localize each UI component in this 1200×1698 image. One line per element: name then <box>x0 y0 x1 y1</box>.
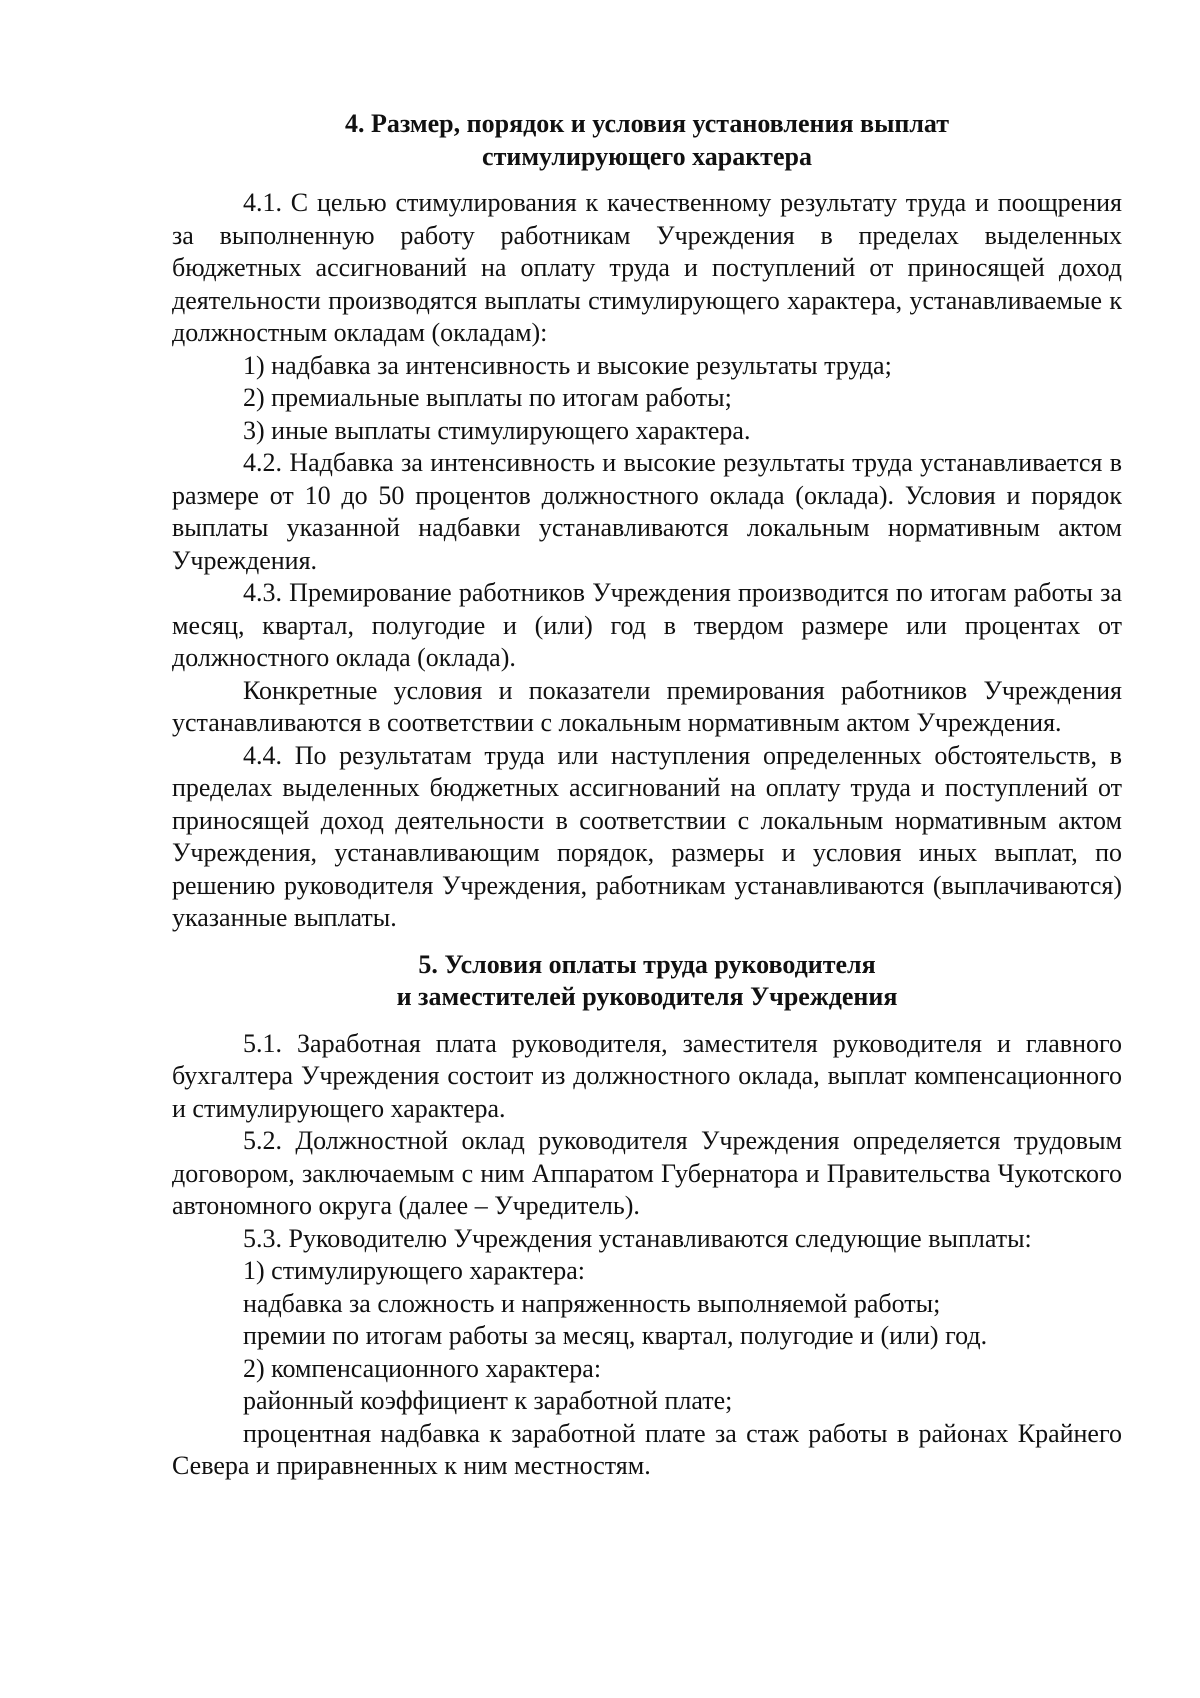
paragraph-4-4: 4.4. По результатам труда или наступления определенных обстоятельств, в пределах выделенных бюджетных ассигнований на оплату труда и поступлений от приносящей доход деятельности в соответствии с локальным нормативным актом Учреждения, устанавливающим порядок, размеры и условия иных выплат, по решению руководителя Учреждения, работникам устанавливаются (выплачиваются) указанные выплаты. <box>172 740 1122 932</box>
document-page <box>172 108 1122 1483</box>
section-5-heading-line-2: и заместителей руководителя Учреждения <box>396 982 898 1011</box>
list-item-5-3-1: 1) стимулирующего характера: <box>243 1256 586 1285</box>
list-item-4-1-1: 1) надбавка за интенсивность и высокие результаты труда; <box>243 350 892 380</box>
paragraph-5-2: 5.2. Должностной оклад руководителя Учреждения определяется трудовым договором, заключаемым с ним Аппаратом Губернатора и Правительства Чукотского автономного округа (далее – Учредитель). <box>172 1126 1122 1220</box>
section-4-heading-line-2: стимулирующего характера <box>482 141 812 171</box>
paragraph-4-2: 4.2. Надбавка за интенсивность и высокие результаты труда устанавливается в размере от 10 до 50 процентов должностного оклада (оклада). Условия и порядок выплаты указанной надбавки устанавливаются локальным нормативным актом Учреждения. <box>172 448 1122 575</box>
paragraph-4-3-continued: Конкретные условия и показатели премирования работников Учреждения устанавливаются в соответствии с локальным нормативным актом Учреждения. <box>172 675 1122 737</box>
list-item-4-1-2: 2) премиальные выплаты по итогам работы; <box>243 383 732 412</box>
section-5-heading-line-1: 5. Условия оплаты труда руководителя <box>418 949 876 979</box>
list-item-5-3-1-b: премии по итогам работы за месяц, квартал, полугодие и (или) год. <box>243 1321 988 1350</box>
paragraph-4-3: 4.3. Премирование работников Учреждения производится по итогам работы за месяц, квартал, полугодие и (или) год в твердом размере или процентах от должностного оклада (оклада). <box>172 578 1122 672</box>
list-item-5-3-1-a: надбавка за сложность и напряженность выполняемой работы; <box>243 1288 941 1318</box>
paragraph-5-3: 5.3. Руководителю Учреждения устанавливаются следующие выплаты: <box>243 1223 1032 1253</box>
list-item-5-3-2-b: процентная надбавка к заработной плате за стаж работы в районах Крайнего Севера и приравненных к ним местностям. <box>172 1418 1122 1480</box>
list-item-5-3-2-a: районный коэффициент к заработной плате; <box>243 1386 733 1415</box>
paragraph-5-1: 5.1. Заработная плата руководителя, заместителя руководителя и главного бухгалтера Учреждения состоит из должностного оклада, выплат компенсационного и стимулирующего характера. <box>172 1028 1122 1123</box>
paragraph-4-1: 4.1. С целью стимулирования к качественному результату труда и поощрения за выполненную работу работникам Учреждения в пределах выделенных бюджетных ассигнований на оплату труда и поступлений от приносящей доход деятельности производятся выплаты стимулирующего характера, устанавливаемые к должностным окладам (окладам): <box>172 188 1122 347</box>
section-5-heading <box>172 949 1122 1014</box>
list-item-5-3-2: 2) компенсационного характера: <box>243 1353 602 1383</box>
section-4-heading <box>172 108 1122 173</box>
list-item-4-1-3: 3) иные выплаты стимулирующего характера. <box>243 415 751 445</box>
section-4-heading-line-1: 4. Размер, порядок и условия установления выплат <box>344 109 950 138</box>
